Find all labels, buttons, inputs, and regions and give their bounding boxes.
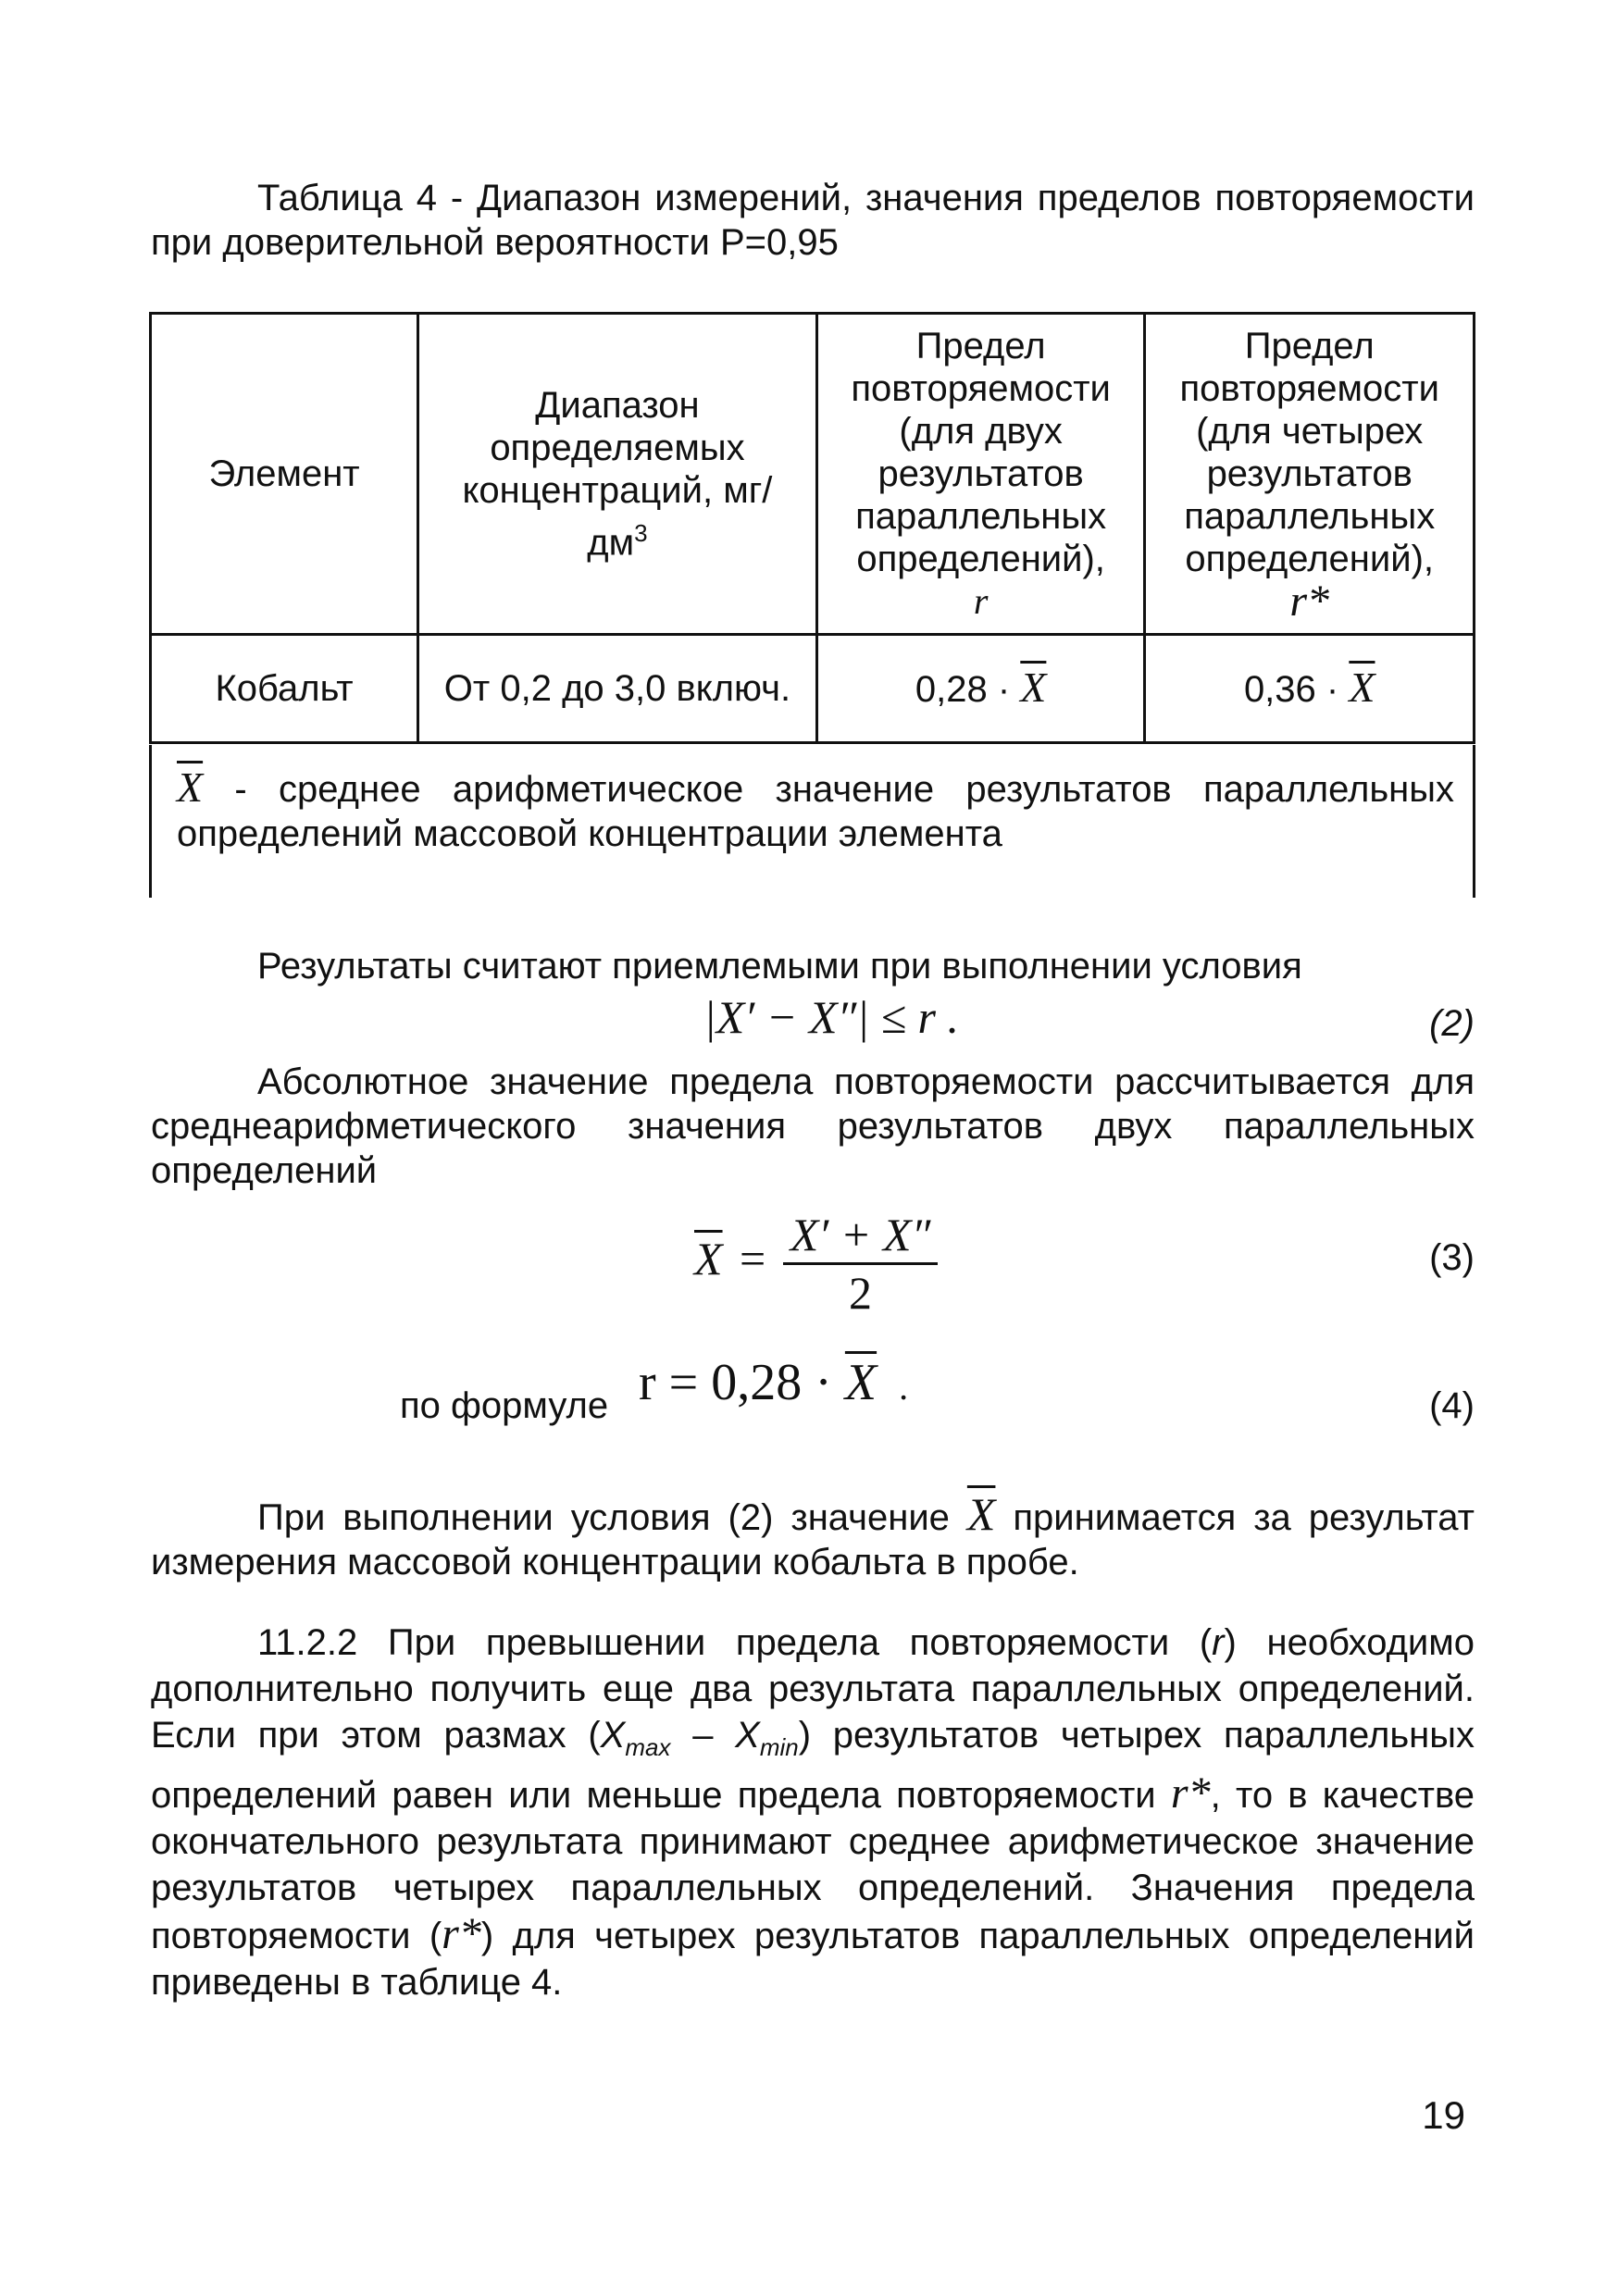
eq2-number: (2) [1429,1003,1475,1044]
p4-dash: – [670,1715,736,1756]
header-r-four-symbol: r* [1289,577,1330,626]
note-x-symbol: $\overline{X}$ [177,763,204,811]
eq4-dot: . [899,1366,909,1408]
p4-r: r [1212,1622,1225,1663]
header-range-text: Диапазон определяемых концентраций, мг/дм [462,384,773,564]
p4-s5: ) для четырех результатов параллельных определений приведены в таблице 4. [151,1916,1475,2003]
p4-rstar: r* [1170,1769,1211,1818]
p4-min: min [759,1733,799,1761]
note-description: - среднее арифметическое значение результатов параллельных определений массовой концентрации элемента [177,769,1454,854]
paragraph-11-2-2 [151,1620,1475,2005]
cell-r-four-x: $\overline{X}$ [1349,664,1375,711]
cell-element: Кобальт [151,635,418,743]
eq2-lhs: |X′ − X″| [703,991,870,1043]
header-r-two [816,314,1145,635]
cell-r-four-coef: 0,36 · [1243,669,1339,710]
equation-3 [694,1209,938,1319]
header-r-two-symbol: r [973,580,989,622]
p4-s4: , то в качестве окончательного результата принимают среднее арифметическое значение результатов четырех параллельных определений. Значения предела повторяемости ( [151,1775,1475,1956]
table-caption: Таблица 4 - Диапазон измерений, значения пределов повторяемости при доверительной вероятности Р=0,95 [151,178,1475,263]
eq3-numerator: X′ + X″ [783,1212,939,1265]
table-header-row [151,314,1475,635]
p4-s1: 11.2.2 При превышении предела повторяемости ( [257,1622,1213,1663]
eq3-lhs: $\overline{X}$ [694,1232,723,1285]
equation-4 [639,1354,909,1411]
cell-range: От 0,2 до 3,0 включ. [418,635,817,743]
table-note [149,745,1475,898]
p4-xmax: X [600,1715,626,1756]
header-range [418,314,817,635]
header-r-four-text: Предел повторяемости (для четырех результатов параллельных определений), [1179,326,1439,579]
table-note-text [177,765,1454,856]
table-row [151,635,1475,743]
p3-before: При выполнении условия (2) значение [257,1497,950,1538]
p4-rstar2: r* [442,1909,481,1958]
cell-r-two-x: $\overline{X}$ [1020,664,1047,711]
equation-2 [703,991,959,1043]
eq4-label: по формуле [400,1385,609,1426]
eq4-number: (4) [1429,1385,1475,1426]
eq4-x: $\overline{X}$ [844,1354,877,1411]
repeatability-table [149,312,1475,744]
p4-max: max [625,1733,671,1761]
p4-s2: ) необходимо дополнительно получить еще два результата параллельных определений. Если при этом размах ( [151,1622,1475,1756]
header-r-four [1145,314,1475,635]
eq2-rhs: ≤ r . [880,991,959,1043]
p4-xmin: X [735,1715,760,1756]
p3-after: принимается за результат измерения массовой концентрации кобальта в пробе. [151,1497,1475,1582]
cell-r-two [816,635,1145,743]
paragraph-condition: Результаты считают приемлемыми при выполнении условия [257,946,1302,987]
header-r-two-text: Предел повторяемости (для двух результатов параллельных определений), [851,326,1111,579]
p4-s3: ) результатов четырех параллельных определений равен или меньше предела повторяемости [151,1715,1475,1816]
cell-r-four [1145,635,1475,743]
eq3-number: (3) [1429,1237,1475,1278]
eq4-expr: r = 0,28 · [639,1354,832,1411]
paragraph-result [151,1488,1475,1584]
cell-r-two-coef: 0,28 · [915,669,1011,710]
paragraph-absolute-value: Абсолютное значение предела повторяемости рассчитывается для среднеарифметического значения результатов двух параллельных определений [151,1061,1475,1191]
page-number: 19 [1422,2093,1465,2137]
eq3-equals: = [740,1232,766,1285]
eq3-denominator: 2 [849,1267,873,1319]
header-element: Элемент [151,314,418,635]
header-range-sup: 3 [634,518,648,547]
p3-x: $\overline{X}$ [966,1488,996,1540]
eq3-fraction [783,1209,939,1319]
